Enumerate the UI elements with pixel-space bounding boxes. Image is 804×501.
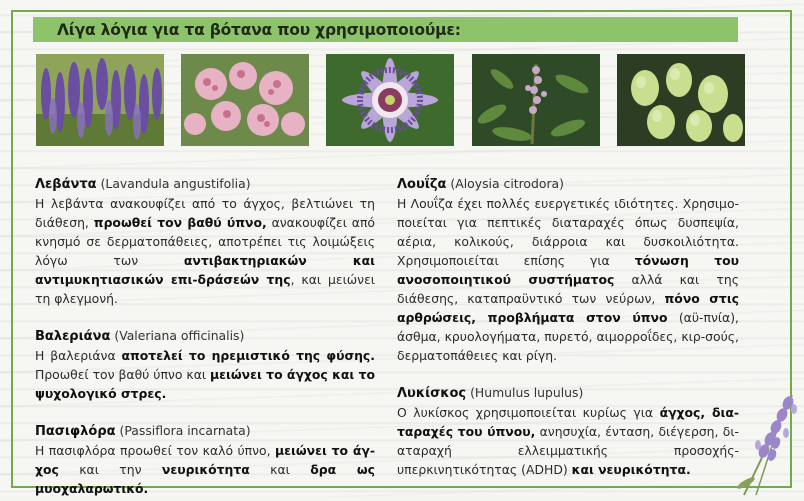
text: Η Λουΐζα έχει πολλές ευεργετικές ιδιότητες. Χρησιμο-ποιείται για πεπτικές διαταραχές όπως δυσπεψία, αέρια, κολικούς, διάρροια και δυσκοιλιότητα. Χρησιμοποιείται επίσης για xyxy=(397,196,739,268)
text: και xyxy=(249,462,311,477)
herb-name: Λουΐζα xyxy=(397,177,447,192)
scientific-name: (Lavandula angustifolia) xyxy=(100,176,251,191)
bold-text: τόνωση του ανοσοποιητικού συστήματος xyxy=(397,253,740,287)
valerian-section xyxy=(35,326,375,403)
bold-text: και νευρικότητα. xyxy=(571,462,691,477)
lavender-photo-icon xyxy=(36,54,164,146)
hops-photo-icon xyxy=(617,54,745,146)
left-column xyxy=(35,174,375,498)
header-bar xyxy=(33,17,738,42)
bold-text: δρα ως μυοχαλαρωτικό. xyxy=(35,462,376,496)
lavender-sprig-icon xyxy=(734,387,804,497)
text: ανησυχία, ένταση, διέγερση, δι-αταραχή ελλειμματικής προσοχής- υπερκινητικότητας (ADHD) xyxy=(397,424,739,477)
text: Η βαλεριάνα xyxy=(35,348,122,363)
herb-name: Λυκίσκος xyxy=(397,386,467,401)
right-column xyxy=(397,174,739,479)
text: Ο λυκίσκος χρησιμοποιείται κυρίως για xyxy=(397,405,660,420)
text: Η πασιφλόρα προωθεί τον καλό ύπνο, xyxy=(35,443,276,458)
bold-text: μειώνει το άγχος και το ψυχολογικό στρες. xyxy=(35,367,375,401)
lemon-verbena-section xyxy=(397,174,739,365)
text: αλλά και της διάθεσης, καταπραϋντικό των νεύρων, xyxy=(397,272,739,306)
valerian-photo-icon xyxy=(181,54,309,146)
scientific-name: (Valeriana officinalis) xyxy=(114,328,245,343)
text: και την xyxy=(58,462,162,477)
bold-text: άγχος, δια-ταραχές του ύπνου, xyxy=(397,405,739,439)
scientific-name: (Passiflora incarnata) xyxy=(119,423,251,438)
bold-text: μειώνει το άγ-χος xyxy=(35,443,375,477)
text: ανακουφίζει από κνησμό σε δερματοπάθειες, αποτρέπει τις λοιμώξεις λόγω των xyxy=(35,215,375,268)
bold-text: πόνο στις αρθρώσεις, προβλήματα στον ύπνο xyxy=(397,291,739,325)
lavender-section xyxy=(35,174,375,308)
text: Προωθεί τον βαθύ ύπνο και xyxy=(35,367,211,382)
text: , και μειώνει τη φλεγμονή. xyxy=(35,272,375,306)
bold-text: αποτελεί το ηρεμιστικό της φύσης. xyxy=(121,348,375,363)
scientific-name: (Humulus lupulus) xyxy=(470,385,584,400)
bold-text: νευρικότητα xyxy=(161,462,250,477)
page-title: Λίγα λόγια για τα βότανα που χρησιμοποιούμε: xyxy=(57,20,461,39)
text: Η λεβάντα ανακουφίζει από το άγχος, βελτιώνει τη διάθεση, xyxy=(35,196,375,230)
herb-name: Βαλεριάνα xyxy=(35,329,111,344)
hops-section xyxy=(397,383,739,479)
lemon-verbena-photo-icon xyxy=(472,54,600,146)
herb-name: Πασιφλόρα xyxy=(35,424,116,439)
bold-text: προωθεί τον βαθύ ύπνο, xyxy=(93,215,267,230)
passiflora-section xyxy=(35,421,375,498)
herb-name: Λεβάντα xyxy=(35,177,97,192)
bold-text: αντιβακτηριακών και αντιμυκητιασικών επι-δράσεών της xyxy=(35,253,376,287)
scientific-name: (Aloysia citrodora) xyxy=(450,176,564,191)
passionflower-photo-icon xyxy=(326,54,454,146)
text: (αϋ-πνία), άσθμα, κρυολογήματα, πυρετό, αιμορροΐδες, κιρ-σούς, δερματοπάθειες και ρίγη. xyxy=(397,310,739,363)
